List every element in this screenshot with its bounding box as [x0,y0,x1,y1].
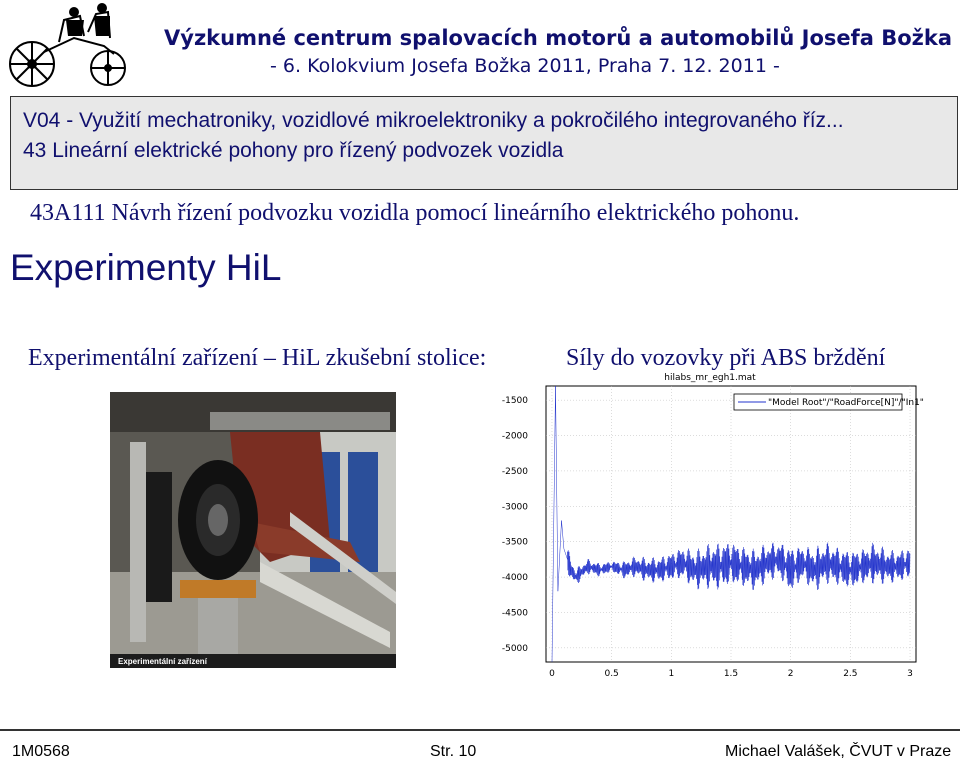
y-tick-label: -3000 [501,502,528,513]
y-axis-ticks [502,396,528,654]
chart-legend [734,394,924,410]
footer-author: Michael Valášek, ČVUT v Praze [725,743,952,760]
footer-divider [0,729,960,731]
y-tick-label: -2500 [501,466,528,477]
x-tick-label: 1.5 [723,669,739,679]
chart-caption: Síly do vozovky při ABS brždění [566,345,886,371]
x-tick-label: 2 [787,669,794,679]
vehicle-logo [4,2,136,94]
x-tick-label: 1 [668,669,675,679]
y-tick-label: -1500 [501,396,528,407]
chart-title: hilabs_mr_egh1.mat [664,373,756,383]
x-axis-ticks [549,669,913,679]
hil-test-rig-photo [110,392,396,668]
topic-box [10,96,958,190]
photo-caption: Experimentální zařízení – HiL zkušební stolice: [28,345,487,371]
x-tick-label: 0.5 [604,669,619,679]
footer-page-number: Str. 10 [430,743,477,760]
section-heading: Experimenty HiL [10,247,282,288]
y-tick-label: -5000 [501,643,528,654]
topic-line-2: 43 Lineární elektrické pohony pro řízený podvozek vozidla [23,139,564,162]
topic-line-1: V04 - Využití mechatroniky, vozidlové mikroelektroniky a pokročilého integrovaného říz... [23,109,844,132]
y-tick-label: -3500 [501,537,528,548]
task-title: 43A111 Návrh řízení podvozku vozidla pomocí lineárního elektrického pohonu. [30,200,800,226]
y-tick-label: -2000 [501,431,528,442]
x-tick-label: 3 [907,669,913,679]
footer-project-code: 1M0568 [12,743,70,760]
x-tick-label: 0 [549,669,555,679]
photo-label: Experimentální zařízení [118,657,207,666]
x-tick-label: 2.5 [843,669,858,679]
header-title: Výzkumné centrum spalovacích motorů a automobilů Josefa Božka [164,26,953,50]
legend-label: "Model Root"/"RoadForce[N]"/"In1" [768,398,924,408]
road-force-chart [490,370,930,685]
y-tick-label: -4500 [501,608,528,619]
y-tick-label: -4000 [501,573,528,584]
header-subtitle: - 6. Kolokvium Josefa Božka 2011, Praha 7. 12. 2011 - [270,55,780,77]
